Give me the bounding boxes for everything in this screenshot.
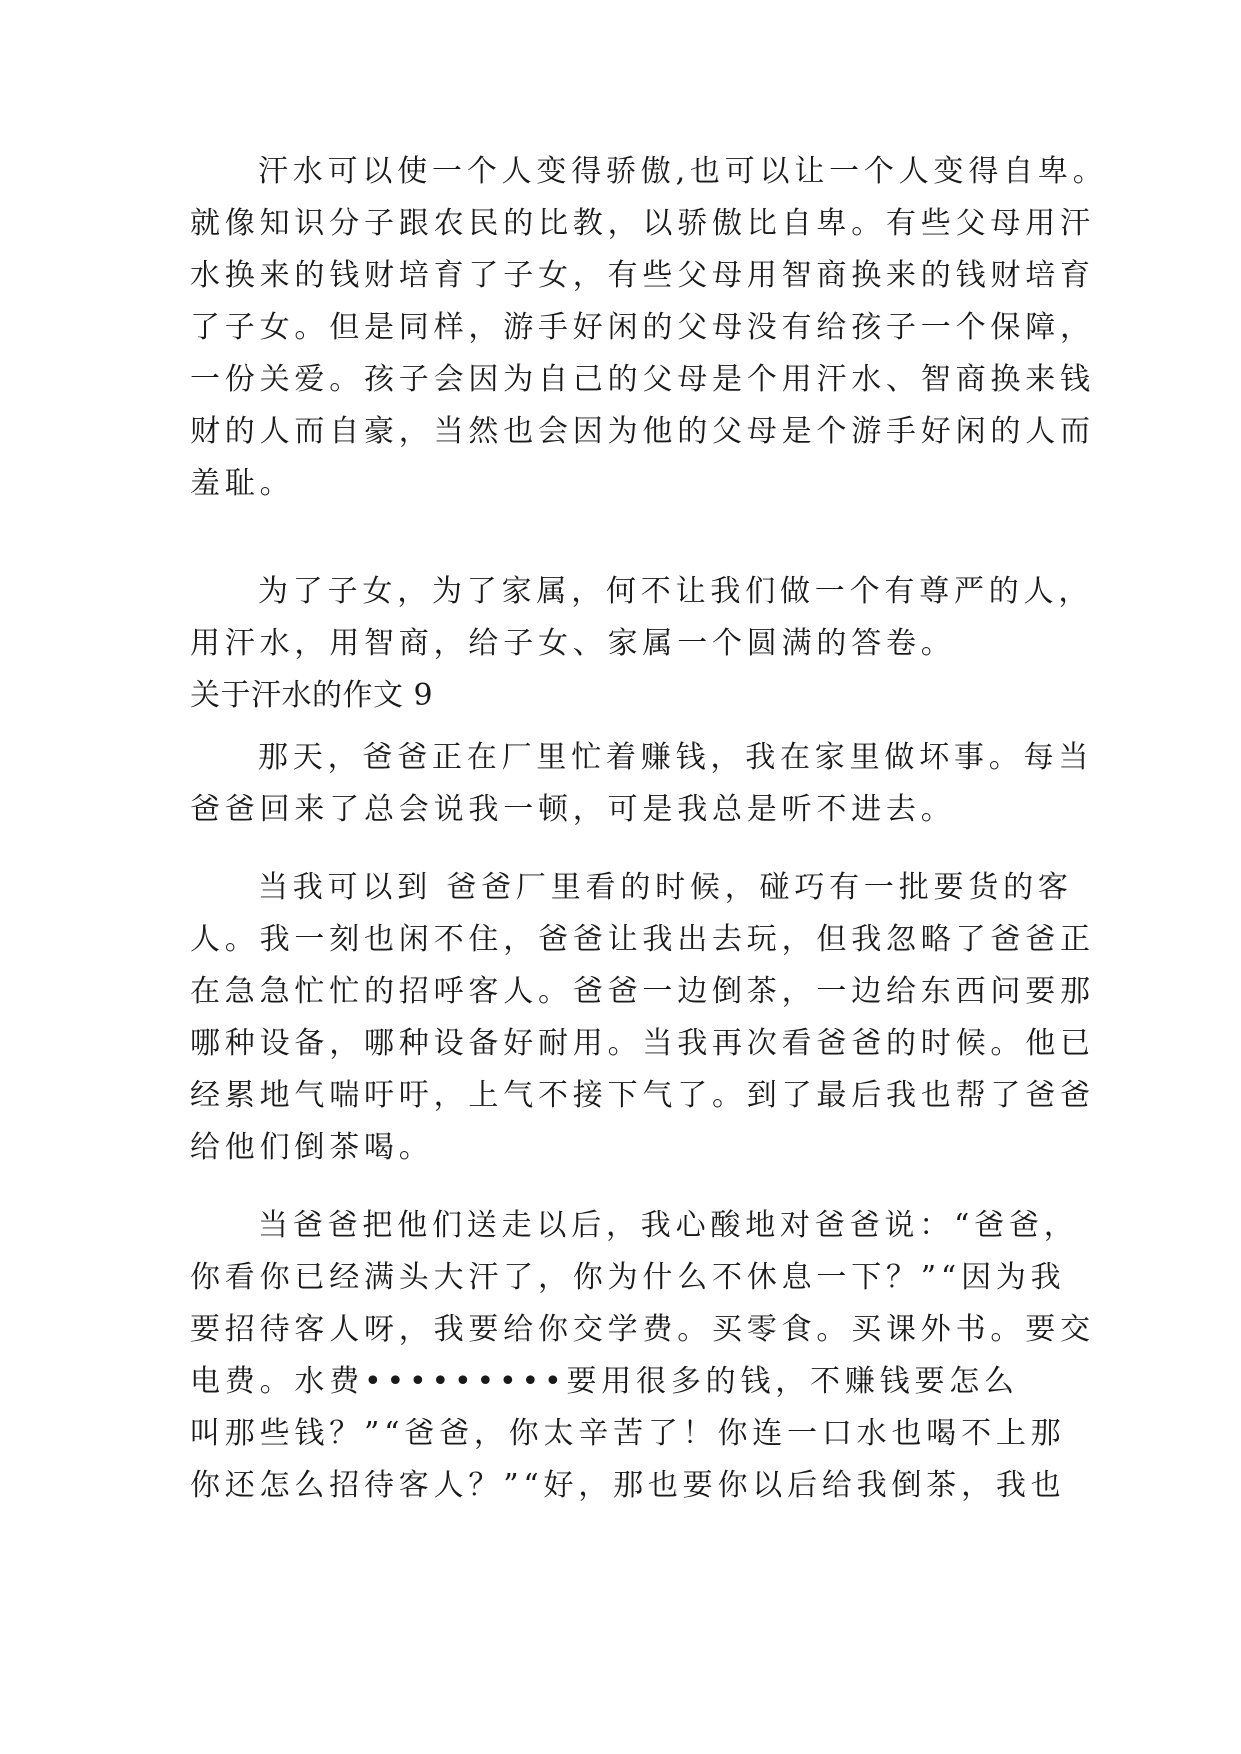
paragraph-line: 汗水可以使一个人变得骄傲,也可以让一个人变得自卑。	[258, 154, 1108, 189]
paragraph-line: 你看你已经满头大汗了，你为什么不休息一下？”“因为我	[190, 1260, 1066, 1295]
paragraph-line: 当爸爸把他们送走以后，我心酸地对爸爸说：“爸爸，	[258, 1208, 1079, 1243]
paragraph-line: 财的人而自豪，当然也会因为他的父母是个游手好闲的人而	[190, 414, 1095, 449]
paragraph-line: 一份关爱。孩子会因为自己的父母是个用汗水、智商换来钱	[190, 362, 1095, 397]
paragraph-line: 爸爸回来了总会说我一顿，可是我总是听不进去。	[190, 792, 956, 827]
paragraph-line: 哪种设备，哪种设备好耐用。当我再次看爸爸的时候。他已	[190, 1026, 1095, 1061]
paragraph-line: 你还怎么招待客人？”“好，那也要你以后给我倒茶，我也	[190, 1468, 1066, 1503]
paragraph-line: 给他们倒茶喝。	[190, 1130, 434, 1165]
paragraph-line: 当我可以到 爸爸厂里看的时候，碰巧有一批要货的客	[258, 870, 1073, 905]
section-heading: 关于汗水的作文 9	[190, 678, 434, 713]
paragraph-line: 羞耻。	[190, 466, 295, 501]
paragraph-line: 电费。水费•••••••••要用很多的钱，不赚钱要怎么	[190, 1364, 1019, 1399]
paragraph-line: 就像知识分子跟农民的比教，以骄傲比自卑。有些父母用汗	[190, 206, 1095, 241]
paragraph-line: 为了子女，为了家属，何不让我们做一个有尊严的人，	[258, 574, 1094, 609]
paragraph-line: 水换来的钱财培育了子女，有些父母用智商换来的钱财培育	[190, 258, 1095, 293]
paragraph-line: 在急急忙忙的招呼客人。爸爸一边倒茶，一边给东西问要那	[190, 974, 1095, 1009]
paragraph-line: 经累地气喘吁吁，上气不接下气了。到了最后我也帮了爸爸	[190, 1078, 1095, 1113]
paragraph-line: 用汗水，用智商，给子女、家属一个圆满的答卷。	[190, 626, 956, 661]
paragraph-line: 人。我一刻也闲不住，爸爸让我出去玩，但我忽略了爸爸正	[190, 922, 1095, 957]
paragraph-line: 了子女。但是同样，游手好闲的父母没有给孩子一个保障，	[190, 310, 1095, 345]
paragraph-line: 那天，爸爸正在厂里忙着赚钱，我在家里做坏事。每当	[258, 740, 1094, 775]
paragraph-line: 叫那些钱？”“爸爸，你太辛苦了！你连一口水也喝不上那	[190, 1416, 1066, 1451]
paragraph-line: 要招待客人呀，我要给你交学费。买零食。买课外书。要交	[190, 1312, 1095, 1347]
